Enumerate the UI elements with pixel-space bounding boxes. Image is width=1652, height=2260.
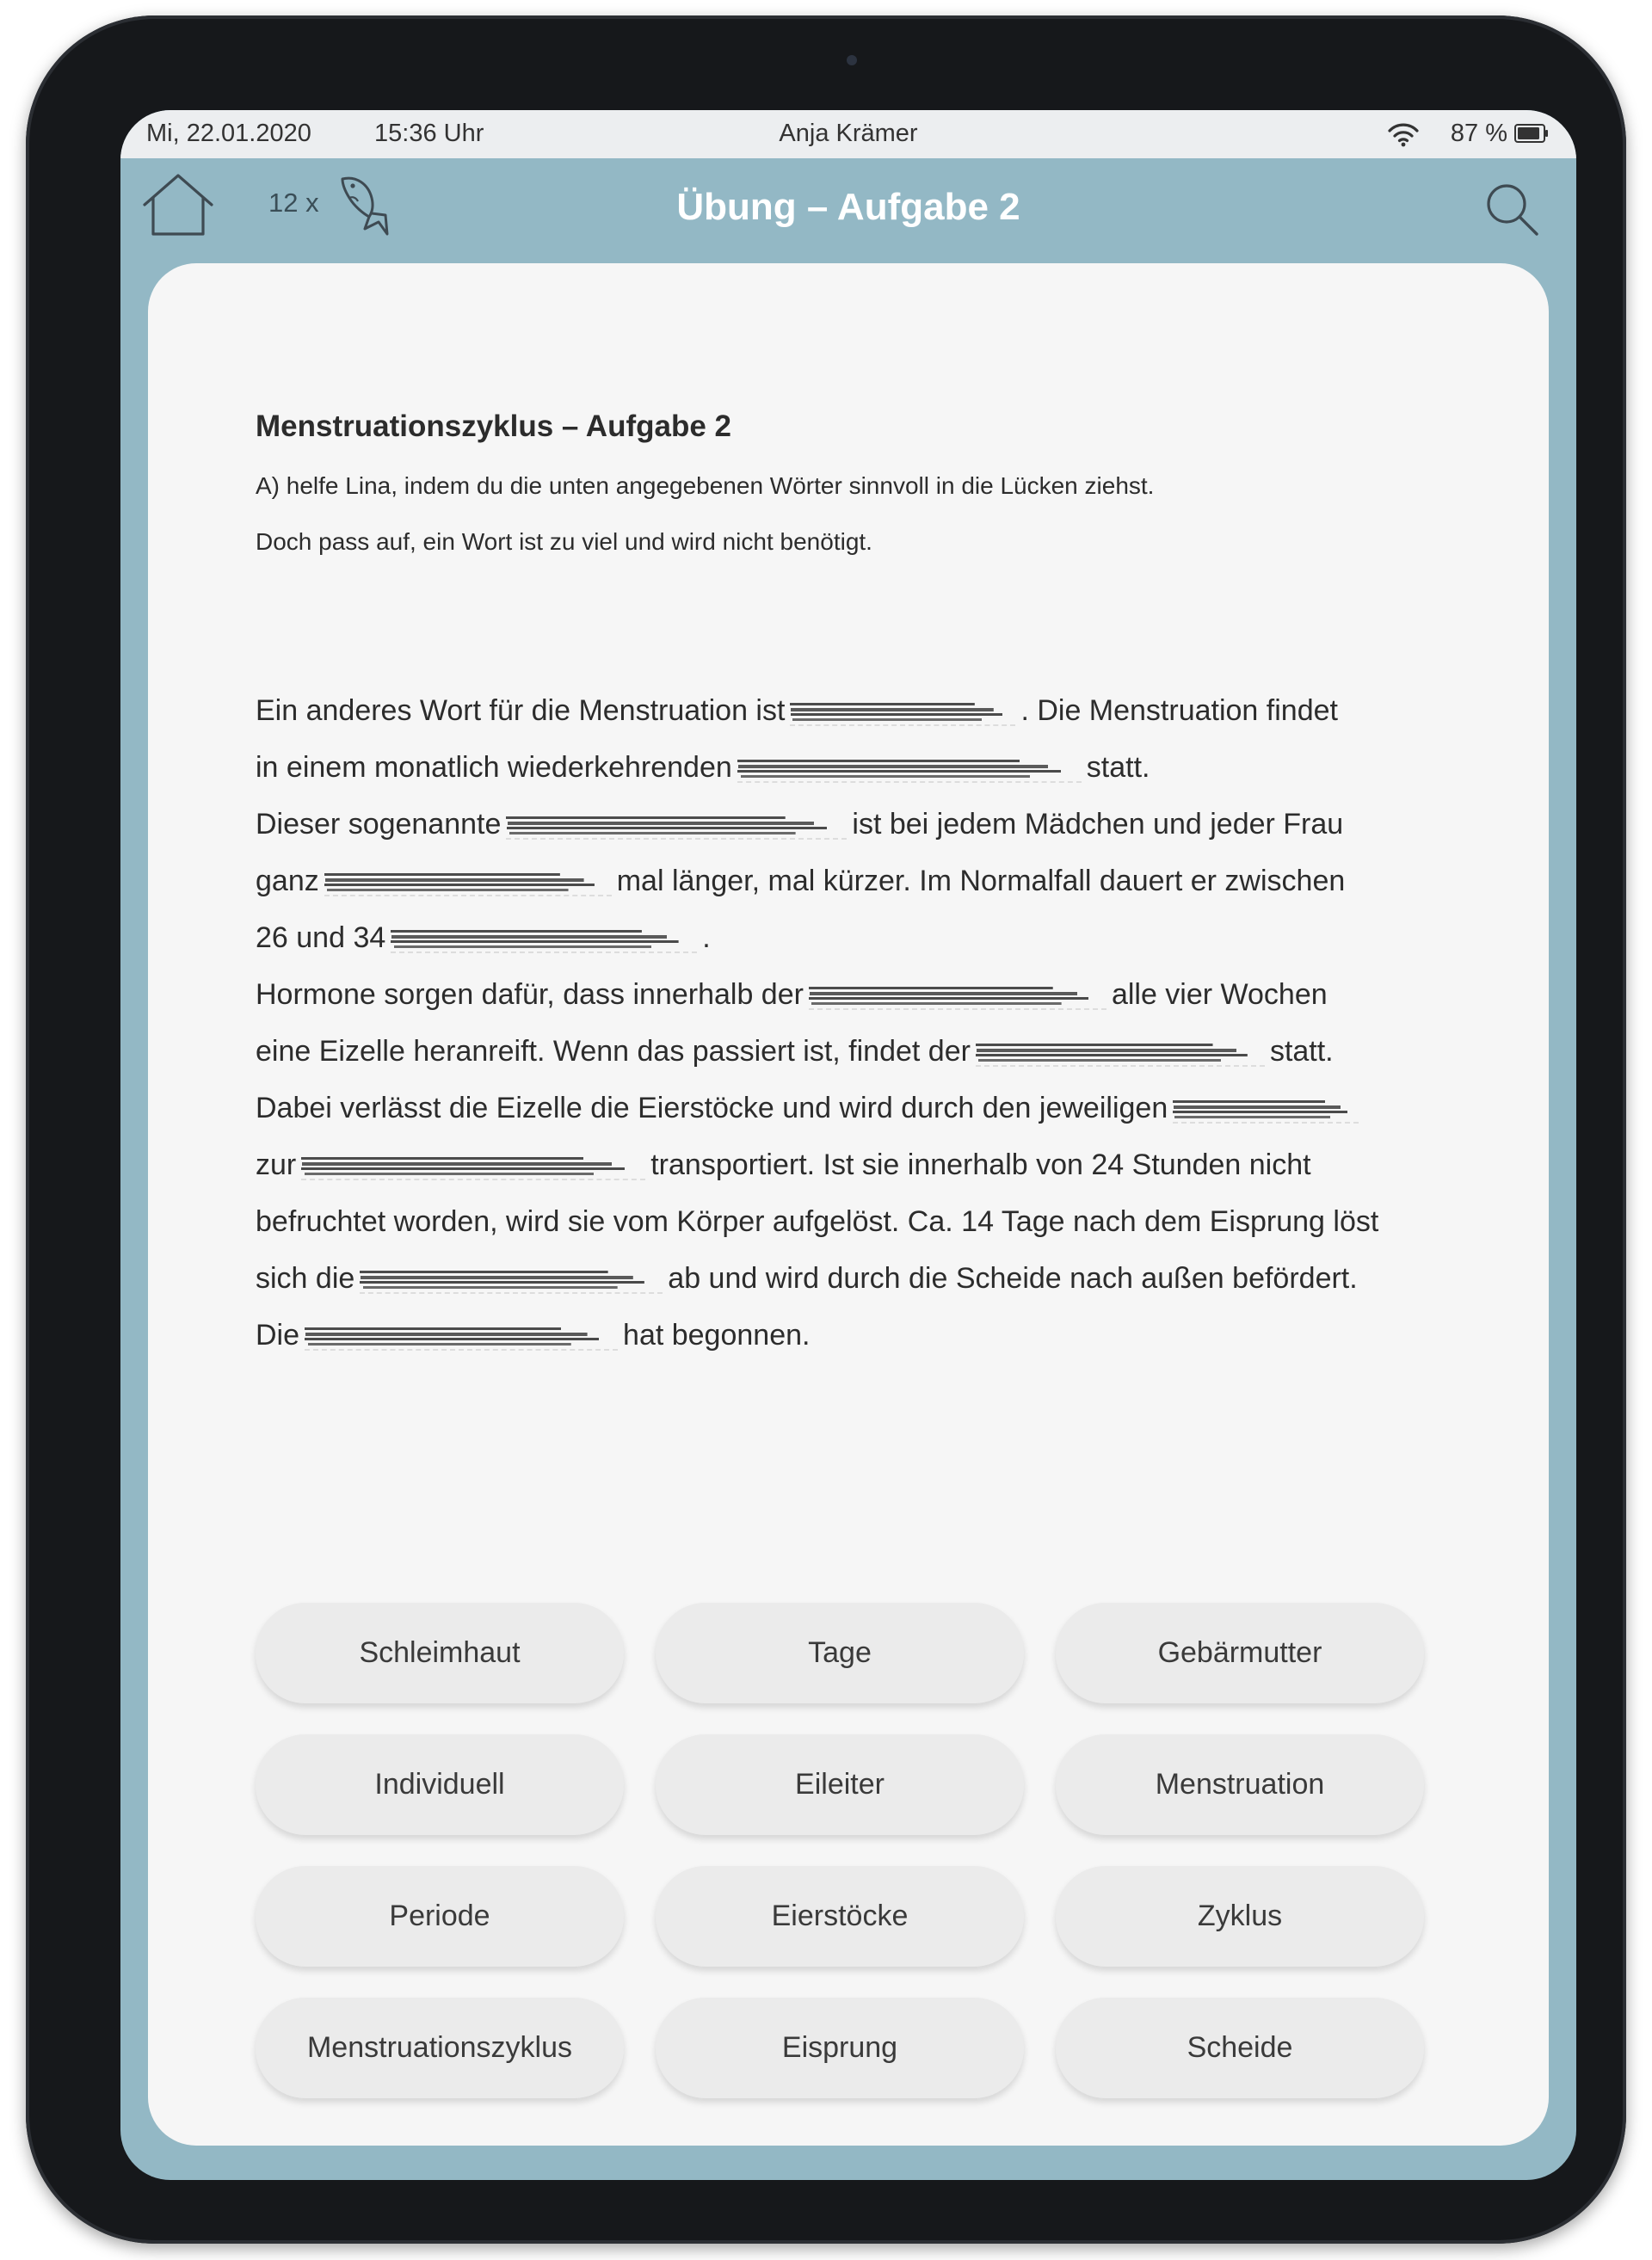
- task-title: Menstruationszyklus – Aufgabe 2: [256, 410, 731, 443]
- text-line: Dieser sogenannte ist bei jedem Mädchen und jeder Frau: [256, 808, 1344, 841]
- word-button[interactable]: Scheide: [1056, 1998, 1424, 2098]
- text-line: zur transportiert. Ist sie innerhalb von 24 Stunden nicht: [256, 1148, 1311, 1181]
- status-user: Anja Krämer: [779, 120, 918, 147]
- word-button[interactable]: Periode: [256, 1866, 624, 1967]
- text-line: Hormone sorgen dafür, dass innerhalb der alle vier Wochen: [256, 978, 1328, 1011]
- blank-slot[interactable]: [790, 699, 1015, 726]
- word-button[interactable]: Individuell: [256, 1734, 624, 1835]
- word-button[interactable]: Schleimhaut: [256, 1603, 624, 1703]
- battery-percent: 87 %: [1450, 120, 1507, 147]
- task-hint: Doch pass auf, ein Wort ist zu viel und wird nicht benötigt.: [256, 528, 872, 555]
- blank-slot[interactable]: [1173, 1096, 1359, 1124]
- text-line: Die hat begonnen.: [256, 1319, 811, 1352]
- text-line: in einem monatlich wiederkehrenden statt.: [256, 751, 1150, 784]
- word-button[interactable]: Gebärmutter: [1056, 1603, 1424, 1703]
- blank-slot[interactable]: [809, 982, 1106, 1010]
- camera: [847, 55, 857, 65]
- word-button[interactable]: Tage: [656, 1603, 1024, 1703]
- word-button[interactable]: Menstruation: [1056, 1734, 1424, 1835]
- screen: [120, 110, 1576, 2180]
- blank-slot[interactable]: [737, 755, 1082, 783]
- tablet-frame: [26, 15, 1626, 2244]
- page-title: Übung – Aufgabe 2: [676, 186, 1020, 228]
- nav-bar: [120, 158, 1576, 258]
- cloze-text: [256, 682, 1495, 1364]
- blank-slot[interactable]: [391, 926, 697, 953]
- search-icon[interactable]: [1483, 181, 1540, 237]
- text-line: eine Eizelle heranreift. Wenn das passiert ist, findet der statt.: [256, 1035, 1334, 1068]
- text-line: Dabei verlässt die Eizelle die Eierstöcke und wird durch den jeweiligen: [256, 1080, 1495, 1136]
- blank-slot[interactable]: [305, 1323, 618, 1351]
- text-line: ganz mal länger, mal kürzer. Im Normalfall dauert er zwischen: [256, 865, 1346, 897]
- text-line: befruchtet worden, wird sie vom Körper aufgelöst. Ca. 14 Tage nach dem Eisprung löst: [256, 1205, 1379, 1238]
- status-time: 15:36 Uhr: [374, 120, 484, 147]
- status-bar: [120, 110, 1576, 158]
- blank-slot[interactable]: [976, 1039, 1265, 1067]
- text-line: sich die ab und wird durch die Scheide nach außen befördert.: [256, 1262, 1358, 1295]
- blank-slot[interactable]: [506, 812, 847, 840]
- word-bank: [256, 1603, 1426, 2098]
- word-button[interactable]: Eierstöcke: [656, 1866, 1024, 1967]
- word-button[interactable]: Zyklus: [1056, 1866, 1424, 1967]
- battery-icon: [1514, 124, 1549, 143]
- word-button[interactable]: Menstruationszyklus: [256, 1998, 624, 2098]
- word-button[interactable]: Eisprung: [656, 1998, 1024, 2098]
- wifi-icon: [1387, 121, 1420, 147]
- fish-count: 12 x: [268, 188, 319, 218]
- blank-slot[interactable]: [360, 1266, 663, 1294]
- text-line: Ein anderes Wort für die Menstruation ist . Die Menstruation findet: [256, 694, 1338, 727]
- status-date: Mi, 22.01.2020: [146, 120, 311, 147]
- word-button[interactable]: Eileiter: [656, 1734, 1024, 1835]
- text-line: 26 und 34 .: [256, 921, 711, 954]
- task-instruction: A) helfe Lina, indem du die unten angegebenen Wörter sinnvoll in die Lücken ziehst.: [256, 472, 1155, 499]
- blank-slot[interactable]: [301, 1153, 645, 1180]
- exercise-card: [148, 263, 1549, 2146]
- blank-slot[interactable]: [324, 869, 612, 896]
